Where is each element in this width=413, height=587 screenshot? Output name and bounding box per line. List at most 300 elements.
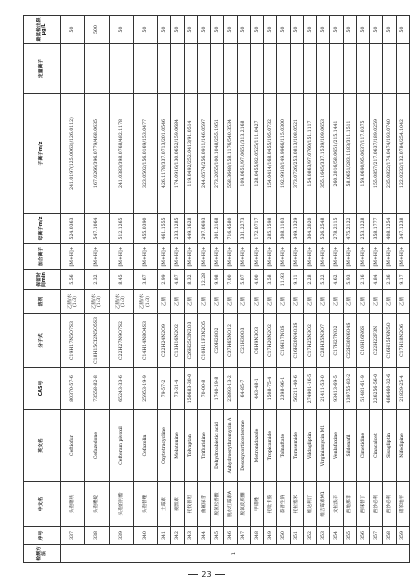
- english-name: Tolnaftate: [277, 410, 290, 482]
- row-number: 337: [61, 527, 85, 545]
- quant-ion: [250, 44, 263, 94]
- row-number: 355: [343, 527, 356, 545]
- quant-ion: [290, 44, 303, 94]
- table-row: [343, 16, 356, 563]
- product-ions: 155.0857/217.0637/189.0259: [370, 94, 383, 214]
- retention-time: 3.67: [133, 270, 157, 290]
- precursor-mz: 297.0693: [197, 214, 210, 244]
- detection-limit: 50: [171, 16, 184, 44]
- formula: C13H16N2O2: [171, 314, 184, 368]
- row-number: 356: [356, 527, 369, 545]
- detection-limit: 50: [303, 16, 316, 44]
- retention-time: 11.93: [277, 270, 290, 290]
- table-row: [370, 16, 383, 563]
- chinese-name: 头孢噻呋: [61, 482, 85, 527]
- cas-number: 1508-75-4: [264, 368, 277, 410]
- english-name: Cimetidine: [356, 410, 369, 482]
- quant-ion: [383, 44, 396, 94]
- retention-time: 2.99: [158, 270, 171, 290]
- formula: C22H30N6O4S: [343, 314, 356, 368]
- english-name: Cefazolin: [133, 410, 157, 482]
- precursor-mz: 301.2168: [211, 214, 224, 244]
- row-number: 346: [224, 527, 237, 545]
- table-row: [85, 16, 109, 563]
- detection-limit: 50: [277, 16, 290, 44]
- adduct-ion: [M+H]+: [330, 244, 343, 270]
- header-cell: 最低检出限μg/L: [24, 16, 61, 44]
- retention-time: 7.00: [224, 270, 237, 290]
- row-number: 344: [197, 527, 210, 545]
- cas-number: 150683-30-0: [184, 368, 197, 410]
- detection-limit: 50: [184, 16, 197, 44]
- header-cell: 保留时间min: [24, 270, 61, 290]
- cas-number: 443-48-1: [250, 368, 263, 410]
- cas-number: 73558-82-8: [85, 368, 109, 410]
- detection-limit: 500: [85, 16, 109, 44]
- precursor-mz: 233.1285: [171, 214, 184, 244]
- quant-ion: [109, 44, 133, 94]
- solvent: 乙腈/水(1:3): [133, 290, 157, 314]
- adduct-ion: [M+H]+: [396, 244, 409, 270]
- formula: C10H11F3N2O5: [197, 314, 210, 368]
- header-cell: 母离子m/z: [24, 214, 61, 244]
- precursor-mz: 347.1238: [396, 214, 409, 244]
- cas-number: 51481-61-9: [356, 368, 369, 410]
- adduct-ion: [M+H]+: [158, 244, 171, 270]
- adduct-ion: [M+H]+: [303, 244, 316, 270]
- english-name: Tropicamide: [264, 410, 277, 482]
- adduct-ion: [M+H]+: [277, 244, 290, 270]
- product-ions: 159.0690/95.0637/117.0375: [356, 94, 369, 214]
- adduct-ion: [M+H]+: [197, 244, 210, 270]
- solvent: 乙腈/水(1:3): [85, 290, 109, 314]
- detection-limit: 50: [237, 16, 250, 44]
- formula: C16H15F6N5O: [383, 314, 396, 368]
- adduct-ion: [M+H]+: [264, 244, 277, 270]
- header-cell: 子离子m/z: [24, 94, 61, 214]
- precursor-mz: 172.0717: [250, 214, 263, 244]
- retention-time: 4.84: [370, 270, 383, 290]
- solvent: 乙腈: [184, 290, 197, 314]
- solvent: 乙腈: [277, 290, 290, 314]
- cas-number: 70-00-8: [197, 368, 210, 410]
- adduct-ion: [M+H]+: [383, 244, 396, 270]
- chinese-name: 脱氢松香酸: [211, 482, 224, 527]
- table-row: [303, 16, 316, 563]
- row-number: 349: [264, 527, 277, 545]
- table-row: [224, 16, 237, 563]
- retention-time: 2.36: [383, 270, 396, 290]
- chinese-name: 维达利汀: [303, 482, 316, 527]
- table-row: [290, 16, 303, 563]
- english-name: Sisagliptin: [383, 410, 396, 482]
- quant-ion: [61, 44, 85, 94]
- chinese-name: 托吡卡胺: [264, 482, 277, 527]
- detection-limit: 50: [158, 16, 171, 44]
- precursor-mz: 253.1228: [356, 214, 369, 244]
- chinese-name: 土霉素: [158, 482, 171, 527]
- formula: C10H16N6S: [356, 314, 369, 368]
- product-ions: 323.0502/156.0169/153.0477: [133, 94, 157, 214]
- quant-ion: [237, 44, 250, 94]
- rotated-table-container: [23, 16, 410, 563]
- retention-time: 2.16: [356, 270, 369, 290]
- solvent: 乙腈: [237, 290, 250, 314]
- retention-time: 8.32: [184, 270, 197, 290]
- row-number: 340: [133, 527, 157, 545]
- formula: C14H14N8O4S3: [133, 314, 157, 368]
- table-body: [61, 16, 410, 563]
- product-ions: 241.0197(125.0063)/126.0112): [61, 94, 85, 214]
- detection-limit: 50: [224, 16, 237, 44]
- precursor-mz: 526.2548: [317, 214, 330, 244]
- formula: C19H17NOS: [277, 314, 290, 368]
- row-number: 353: [317, 527, 330, 545]
- english-name: Melatonine: [171, 410, 184, 482]
- product-ions: 426.1178/337.0713/201.0546: [158, 94, 171, 214]
- adduct-ion: [M+H]+: [85, 244, 109, 270]
- quant-ion: [184, 44, 197, 94]
- row-number: 350: [277, 527, 290, 545]
- chinese-name: 萘普生钠: [277, 482, 290, 527]
- product-ions: 119.0492/252.0413/91.0514: [184, 94, 197, 214]
- solvent: 乙腈: [370, 290, 383, 314]
- retention-time: 2.28: [303, 270, 316, 290]
- adduct-ion: [M+H]+: [224, 244, 237, 270]
- english-name: Nifedipine: [396, 410, 409, 482]
- header-cell: 英文名: [24, 410, 61, 482]
- table-row: [264, 16, 277, 563]
- quant-ion: [85, 44, 109, 94]
- row-number: 342: [171, 527, 184, 545]
- chinese-name: 甲硝唑: [250, 482, 263, 527]
- formula: C28H35N3O7: [317, 314, 330, 368]
- header-cell: 序号: [24, 527, 61, 545]
- solvent: 乙腈: [158, 290, 171, 314]
- cas-number: 56211-40-6: [290, 368, 303, 410]
- english-name: Ceftiofur: [61, 410, 85, 482]
- retention-time: 5.22: [317, 270, 330, 290]
- english-name: Torasemide: [290, 410, 303, 482]
- english-name: Cinacalcet: [370, 410, 383, 482]
- page-number: 23: [0, 570, 413, 579]
- chinese-name: 西地那非: [343, 482, 356, 527]
- detection-limit: 50: [383, 16, 396, 44]
- retention-time: 9.11: [290, 270, 303, 290]
- product-ions: 373.0726/253.0813/108.0521: [290, 94, 303, 214]
- quant-ion: [224, 44, 237, 94]
- detection-limit: 50: [330, 16, 343, 44]
- retention-time: 4.62: [330, 270, 343, 290]
- precursor-mz: 285.1598: [264, 214, 277, 244]
- formula: C18H15Cl2N5O5S3: [85, 314, 109, 368]
- product-ions: 167.0266/396.0779/468.0635: [85, 94, 109, 214]
- chinese-name: 托伐普坦: [184, 482, 197, 527]
- table-row: [317, 16, 330, 563]
- product-ions: 154.0863/97.0760/151.1117: [303, 94, 316, 214]
- formula: C19H17N5O7S3: [61, 314, 85, 368]
- quant-ion: [343, 44, 356, 94]
- compound-table: [23, 15, 410, 563]
- chinese-name: 西沙必利: [383, 482, 396, 527]
- header-cell: 溶剂: [24, 290, 61, 314]
- row-number: 345: [211, 527, 224, 545]
- quant-ion: [370, 44, 383, 94]
- table-row: [330, 16, 343, 563]
- product-ions: 241.0383/398.0768/482.1178: [109, 94, 133, 214]
- precursor-mz: 308.1103: [277, 214, 290, 244]
- formula: C6H9N3O3: [250, 314, 263, 368]
- english-name: Sildenafil: [343, 410, 356, 482]
- detection-limit: 50: [396, 16, 409, 44]
- english-name: Anhydroerythromycin A: [224, 410, 237, 482]
- product-ions: 235.0822/174.0474/193.0740: [383, 94, 396, 214]
- row-number: 339: [109, 527, 133, 545]
- method-group-cell: 1: [61, 545, 410, 563]
- precursor-mz: 449.1628: [184, 214, 197, 244]
- table-row: [211, 16, 224, 563]
- chinese-name: 头孢替唑: [133, 482, 157, 527]
- solvent: 乙腈: [211, 290, 224, 314]
- adduct-ion: [M+H]+: [356, 244, 369, 270]
- product-ions: 260.2016/58.0651/215.1441: [330, 94, 343, 214]
- table-row: [133, 16, 157, 563]
- retention-time: 9.17: [396, 270, 409, 290]
- header-cell: 加合离子: [24, 244, 61, 270]
- detection-limit: 50: [109, 16, 133, 44]
- english-name: Venlafaxine: [330, 410, 343, 482]
- adduct-ion: [M+H]+: [184, 244, 197, 270]
- product-ions: 154.0414/168.0455/195.0732: [264, 94, 277, 214]
- english-name: Oxytetracycline: [158, 410, 171, 482]
- cas-number: 21829-25-4: [396, 368, 409, 410]
- english-name: Cefazedone: [85, 410, 109, 482]
- row-number: 352: [303, 527, 316, 545]
- table-row: [197, 16, 210, 563]
- english-name: Desoxycorticosterone: [237, 410, 250, 482]
- table-row: [109, 16, 133, 563]
- adduct-ion: [M+H]+: [317, 244, 330, 270]
- retention-time: 4.00: [250, 270, 263, 290]
- solvent: 乙腈: [356, 290, 369, 314]
- quant-ion: [197, 44, 210, 94]
- quant-ion: [158, 44, 171, 94]
- product-ions: 244.0574/256.0911/146.0597: [197, 94, 210, 214]
- adduct-ion: [M+H]+: [290, 244, 303, 270]
- chinese-name: 脱水红霉素A: [224, 482, 237, 527]
- table-row: [396, 16, 409, 563]
- detection-limit: 50: [133, 16, 157, 44]
- table-row: [171, 16, 184, 563]
- row-number: 341: [158, 527, 171, 545]
- detection-limit: 50: [197, 16, 210, 44]
- detection-limit: 50: [250, 16, 263, 44]
- solvent: 乙腈: [396, 290, 409, 314]
- table-row: [184, 16, 197, 563]
- formula: C22H24N2O9: [158, 314, 171, 368]
- solvent: 乙腈: [224, 290, 237, 314]
- solvent: 乙腈/水(1:3): [109, 290, 133, 314]
- precursor-mz: 304.2020: [303, 214, 316, 244]
- precursor-mz: 547.1064: [85, 214, 109, 244]
- chinese-name: 文拉法辛: [330, 482, 343, 527]
- formula: C20H28O2: [211, 314, 224, 368]
- row-number: 351: [290, 527, 303, 545]
- header-cell: 中文名: [24, 482, 61, 527]
- precursor-mz: 524.0363: [61, 214, 85, 244]
- precursor-mz: 512.1265: [109, 214, 133, 244]
- solvent: 乙腈: [383, 290, 396, 314]
- chinese-name: 曲氟尿苷: [197, 482, 210, 527]
- precursor-mz: 461.1555: [158, 214, 171, 244]
- product-ions: 58.0651/283.1183/311.1511: [343, 94, 356, 214]
- cas-number: 1740-19-8: [211, 368, 224, 410]
- precursor-mz: 358.1777: [370, 214, 383, 244]
- adduct-ion: [M+H]+: [370, 244, 383, 270]
- product-ions: 273.2055/100.1048/255.1951: [211, 94, 224, 214]
- cas-number: 79-57-2: [158, 368, 171, 410]
- detection-limit: 50: [61, 16, 85, 44]
- english-name: Metronidazole: [250, 410, 263, 482]
- header-cell: 检测方法: [24, 545, 61, 563]
- adduct-ion: [M+H]+: [211, 244, 224, 270]
- chinese-name: 维吉霉素M1: [317, 482, 330, 527]
- quant-ion: [171, 44, 184, 94]
- cas-number: 21411-53-0: [317, 368, 330, 410]
- detection-limit: 50: [290, 16, 303, 44]
- solvent: 乙腈: [303, 290, 316, 314]
- cas-number: 274901-16-5: [303, 368, 316, 410]
- chinese-name: 脱氧皮质酮: [237, 482, 250, 527]
- formula: C17H27NO2: [330, 314, 343, 368]
- detection-limit: 50: [370, 16, 383, 44]
- solvent: 乙腈: [171, 290, 184, 314]
- cas-number: 23893-13-2: [224, 368, 237, 410]
- cas-number: 2398-96-1: [277, 368, 290, 410]
- chinese-name: 西咪替丁: [356, 482, 369, 527]
- product-ions: 122.0232/132.0784/254.1042: [396, 94, 409, 214]
- chinese-name: 褪黑素: [171, 482, 184, 527]
- cas-number: 93413-69-5: [330, 368, 343, 410]
- quant-ion: [356, 44, 369, 94]
- header-cell: 定量离子: [24, 44, 61, 94]
- retention-time: 3.58: [264, 270, 277, 290]
- product-ions: 355.1645/337.1539/109.0653: [317, 94, 330, 214]
- retention-time: 5.93: [343, 270, 356, 290]
- row-number: 343: [184, 527, 197, 545]
- solvent: 乙腈: [330, 290, 343, 314]
- table-header-row: [24, 16, 61, 563]
- precursor-mz: 408.1254: [383, 214, 396, 244]
- solvent: 乙腈/水(1:3): [61, 290, 85, 314]
- detection-limit: 50: [356, 16, 369, 44]
- adduct-ion: [M+H]+: [171, 244, 184, 270]
- precursor-mz: 716.4580: [224, 214, 237, 244]
- table-row: [356, 16, 369, 563]
- row-number: 357: [370, 527, 383, 545]
- english-name: Virginiamycin M1: [317, 410, 330, 482]
- retention-time: 9.98: [211, 270, 224, 290]
- retention-time: 2.32: [85, 270, 109, 290]
- formula: C26H25ClN2O3: [184, 314, 197, 368]
- cas-number: 486460-32-6: [383, 368, 396, 410]
- adduct-ion: [M+H]+: [237, 244, 250, 270]
- precursor-mz: 331.2273: [237, 214, 250, 244]
- product-ions: 109.0651/97.0651/313.2168: [237, 94, 250, 214]
- cas-number: 226256-56-0: [370, 368, 383, 410]
- formula: C17H25N3O2: [303, 314, 316, 368]
- precursor-mz: 349.1329: [290, 214, 303, 244]
- adduct-ion: [M+H]+: [61, 244, 85, 270]
- precursor-mz: 278.2115: [330, 214, 343, 244]
- row-number: 358: [383, 527, 396, 545]
- table-row: [250, 16, 263, 563]
- solvent: 乙腈: [290, 290, 303, 314]
- precursor-mz: 455.0390: [133, 214, 157, 244]
- cas-number: 139755-83-2: [343, 368, 356, 410]
- product-ions: 128.0455/82.0525/111.0427: [250, 94, 263, 214]
- cas-number: 25953-19-9: [133, 368, 157, 410]
- product-ions: 558.3648/158.1176/540.3534: [224, 94, 237, 214]
- row-number: 354: [330, 527, 343, 545]
- row-number: 347: [237, 527, 250, 545]
- detection-limit: 50: [211, 16, 224, 44]
- solvent: 乙腈: [264, 290, 277, 314]
- formula: C17H20N2O2: [264, 314, 277, 368]
- adduct-ion: [M+H]+: [109, 244, 133, 270]
- retention-time: 5.56: [61, 270, 85, 290]
- solvent: 乙腈: [343, 290, 356, 314]
- adduct-ion: [M+H]+: [250, 244, 263, 270]
- english-name: Tolvaptan: [184, 410, 197, 482]
- adduct-ion: [M+H]+: [343, 244, 356, 270]
- cas-number: 80370-57-6: [61, 368, 85, 410]
- cas-number: 65243-33-6: [109, 368, 133, 410]
- cas-number: 64-85-7: [237, 368, 250, 410]
- retention-time: 5.07: [237, 270, 250, 290]
- row-number: 348: [250, 527, 263, 545]
- chinese-name: 西沙必利: [370, 482, 383, 527]
- formula: C16H20N4O3S: [290, 314, 303, 368]
- solvent: 乙腈: [317, 290, 330, 314]
- header-cell: CAS号: [24, 368, 61, 410]
- detection-limit: 50: [317, 16, 330, 44]
- detection-limit: 50: [264, 16, 277, 44]
- precursor-mz: 475.2122: [343, 214, 356, 244]
- solvent: 乙腈: [197, 290, 210, 314]
- quant-ion: [396, 44, 409, 94]
- detection-limit: 50: [343, 16, 356, 44]
- english-name: Vildagliptin: [303, 410, 316, 482]
- quant-ion: [330, 44, 343, 94]
- formula: C17H18N2O6: [396, 314, 409, 368]
- quant-ion: [264, 44, 277, 94]
- adduct-ion: [M+H]+: [133, 244, 157, 270]
- retention-time: 4.87: [171, 270, 184, 290]
- table-row: [277, 16, 290, 563]
- solvent: 乙腈: [250, 290, 263, 314]
- formula: C37H65NO12: [224, 314, 237, 368]
- quant-ion: [303, 44, 316, 94]
- table-row: [383, 16, 396, 563]
- table-row: [158, 16, 171, 563]
- product-ions: 174.0916/130.0652/159.0684: [171, 94, 184, 214]
- cas-number: 73-31-4: [171, 368, 184, 410]
- table-row: [61, 16, 85, 563]
- quant-ion: [133, 44, 157, 94]
- chinese-name: 头孢泊肟酯: [109, 482, 133, 527]
- chinese-name: 头孢唑啶: [85, 482, 109, 527]
